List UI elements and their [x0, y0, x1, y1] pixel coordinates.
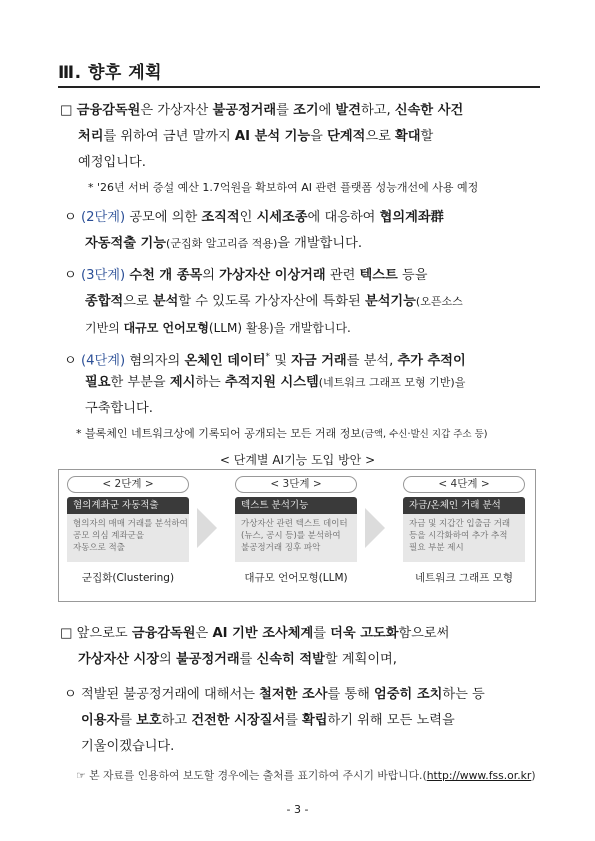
text-span: 공모에 의한: [125, 210, 202, 225]
step3-line2: [85, 289, 463, 315]
text-line: 자금 및 지갑간 입출금 거래: [409, 519, 511, 529]
text-span: 추적지원 시스템: [224, 375, 319, 390]
step-number: (4단계): [80, 353, 126, 369]
text-span: 에: [318, 103, 336, 118]
text-span: 하는: [195, 375, 225, 390]
text-span: 앞으로도: [76, 626, 132, 641]
stage-description: [67, 514, 189, 562]
text-span: 를: [276, 103, 294, 118]
text-span: 혐의자의: [125, 353, 185, 369]
text-span: 불공정거래: [212, 103, 277, 118]
text-span: 를: [285, 713, 303, 728]
text-span: 분석기능: [364, 294, 416, 309]
text-span: 등을: [397, 268, 428, 283]
text-line: 불공정거래 징후 파악: [241, 543, 321, 553]
text-span: 협의계좌群: [379, 210, 444, 225]
text-span: (금액, 수신·발신 지갑 주소 등): [361, 429, 488, 440]
text-span: (네트워크 그래프 모형 기반)을: [318, 376, 466, 389]
p2-line2: [78, 647, 397, 673]
text-span: 으로: [365, 129, 395, 144]
text-span: 대규모 언어모형: [123, 321, 209, 335]
text-span: AI 분석 기능: [234, 129, 311, 144]
text-line: 가상자산 관련 텍스트 데이터: [241, 519, 348, 529]
text-span: 금융감독원: [76, 103, 141, 118]
stage-pill: < 2단계 >: [67, 476, 189, 493]
text-span: 하고: [161, 713, 192, 728]
text-line: (뉴스, 공시 등)를 분석하여: [241, 531, 341, 541]
circle-bullet-icon: ㅇ: [64, 210, 77, 225]
footnote-budget: * '26년 서버 증설 예산 1.7억원을 확보하여 AI 관련 플랫폼 성능개선에 사용 예정: [88, 181, 479, 194]
text-span: 의: [159, 652, 176, 667]
text-span: 발견: [335, 103, 362, 118]
step4-line2: [85, 370, 465, 396]
stage-4: [403, 476, 525, 585]
text-span: ): [531, 769, 536, 782]
page-number: - 3 -: [286, 803, 309, 816]
text-span: 하기 위해 모든 노력을: [327, 713, 455, 728]
circle-bullet-icon: ㅇ: [64, 687, 77, 702]
fss-website-link[interactable]: http://www.fss.or.kr: [426, 769, 532, 782]
footnote-onchain: [76, 425, 487, 441]
text-line: 자동으로 적출: [73, 543, 125, 553]
stage-caption: 네트워크 그래프 모형: [415, 572, 513, 584]
step3-line1: [64, 263, 427, 289]
p2-line1: [60, 621, 449, 647]
circle-bullet-icon: ㅇ: [64, 353, 77, 369]
text-span: 및: [270, 353, 292, 369]
p3-line3: 기울이겠습니다.: [81, 739, 175, 754]
text-span: 기반의: [85, 321, 124, 335]
text-span: (LLM) 활용)을 개발합니다.: [208, 321, 351, 335]
diagram-title: < 단계별 AI기능 도입 방안 >: [219, 453, 376, 467]
p1-line3: 예정입니다.: [78, 155, 146, 170]
text-span: 자동적출 기능: [85, 236, 167, 251]
text-span: 수천 개 종목: [129, 268, 203, 283]
step2-line1: [64, 205, 444, 231]
text-span: 온체인 데이터: [184, 353, 266, 369]
stage-pill: < 4단계 >: [403, 476, 525, 493]
text-span: 하는 등: [442, 687, 485, 702]
stage-heading: 혐의계좌군 자동적출: [67, 497, 189, 514]
text-line: 등을 시각화하여 추가 추적: [409, 531, 508, 541]
text-span: 신속히 적발: [256, 652, 325, 667]
text-span: 금융감독원: [131, 626, 196, 641]
text-span: 확대: [395, 129, 421, 144]
text-span: 를: [119, 713, 137, 728]
arrow-right-icon: [197, 508, 217, 548]
text-span: 조기: [293, 103, 319, 118]
text-span: AI 기반 조사체계: [212, 626, 314, 641]
text-span: 보호: [136, 713, 162, 728]
footnote-marker: *: [265, 352, 270, 362]
text-line: 혐의자의 매매 거래를 분석하여: [73, 519, 188, 529]
section-heading: [58, 58, 162, 83]
text-span: 필요: [85, 375, 111, 390]
text-span: 를 위하여 금년 말까지: [103, 129, 235, 144]
square-bullet-icon: □: [60, 626, 73, 641]
p1-line1: [60, 98, 463, 124]
stage-heading: 텍스트 분석기능: [235, 497, 357, 514]
step-number: (3단계): [80, 268, 126, 283]
text-span: 관련: [325, 268, 360, 283]
text-span: 시세조종: [256, 210, 308, 225]
stage-heading: 자금/온체인 거래 분석: [403, 497, 525, 514]
text-span: 본 자료를 인용하여 보도할 경우에는 출처를 표기하여 주시기 바랍니다.(: [89, 769, 427, 782]
text-span: 확립: [302, 713, 328, 728]
section-numeral: Ⅲ.: [58, 63, 82, 83]
text-span: 하고,: [361, 103, 395, 118]
text-span: 제시: [169, 375, 196, 390]
text-span: 할 계획이며,: [324, 652, 397, 667]
text-span: 은: [195, 626, 213, 641]
text-span: 으로: [123, 294, 153, 309]
text-span: 처리: [78, 129, 104, 144]
text-span: 할: [420, 129, 434, 144]
text-span: 종합적: [85, 294, 124, 309]
text-span: (오픈소스: [415, 295, 463, 308]
text-span: 철저한 조사: [259, 687, 328, 702]
citation-note: [76, 768, 536, 783]
step-number: (2단계): [80, 210, 126, 225]
stage-caption: 대규모 언어모형(LLM): [244, 572, 348, 584]
p3-line2: [81, 708, 455, 734]
text-span: 를 분석,: [346, 353, 398, 369]
text-span: 건전한 시장질서: [191, 713, 286, 728]
text-span: 추가 추적이: [397, 353, 466, 369]
text-line: 공모 의심 계좌군을: [73, 531, 145, 541]
text-span: 은 가상자산: [140, 103, 213, 118]
stage-pill: < 3단계 >: [235, 476, 357, 493]
text-span: (군집화 알고리즘 적용): [166, 237, 278, 250]
stage-description: [235, 514, 357, 562]
text-span: 할 수 있도록 가상자산에 특화된: [178, 294, 365, 309]
text-span: 가상자산 이상거래: [219, 268, 326, 283]
stage-caption: 군집화(Clustering): [81, 572, 175, 584]
p3-line1: [64, 682, 485, 708]
step3-line3: [85, 315, 351, 341]
text-span: 를: [239, 652, 257, 667]
text-span: 인: [239, 210, 257, 225]
text-span: 을: [310, 129, 328, 144]
text-span: * 블록체인 네트워크상에 기록되어 공개되는 모든 거래 정보: [76, 427, 361, 440]
text-span: 가상자산 시장: [78, 652, 160, 667]
text-span: 더욱 고도화: [330, 626, 399, 641]
text-span: 에 대응하여: [307, 210, 380, 225]
text-span: 를 통해: [327, 687, 375, 702]
text-span: 분석: [152, 294, 179, 309]
section-title: 향후 계획: [87, 63, 163, 83]
stage-2: [67, 476, 189, 585]
text-span: 텍스트: [359, 268, 398, 283]
text-span: 의: [202, 268, 220, 283]
circle-bullet-icon: ㅇ: [64, 268, 77, 283]
square-bullet-icon: □: [60, 103, 73, 118]
text-span: 엄중히 조치: [374, 687, 443, 702]
arrow-right-icon: [365, 508, 385, 548]
step4-line3: 구축합니다.: [85, 401, 153, 416]
text-span: 적발된 불공정거래에 대해서는: [80, 687, 260, 702]
text-span: 함으로써: [398, 626, 450, 641]
text-span: 한 부분을: [110, 375, 170, 390]
text-span: 단계적: [327, 129, 366, 144]
text-span: 조직적: [201, 210, 240, 225]
stage-description: [403, 514, 525, 562]
text-span: 을 개발합니다.: [277, 236, 363, 251]
p1-line2: [78, 124, 433, 150]
stage-3: [235, 476, 357, 585]
text-span: 를: [313, 626, 331, 641]
text-span: 불공정거래: [175, 652, 240, 667]
step2-line2: [85, 231, 362, 257]
text-span: 이용자: [81, 713, 120, 728]
stage-diagram: [58, 469, 536, 602]
text-span: 자금 거래: [291, 353, 347, 369]
pointing-hand-icon: ☞: [76, 769, 86, 782]
text-span: 신속한 사건: [394, 103, 464, 118]
heading-rule: [58, 86, 540, 88]
text-line: 필요 부분 제시: [409, 543, 464, 553]
